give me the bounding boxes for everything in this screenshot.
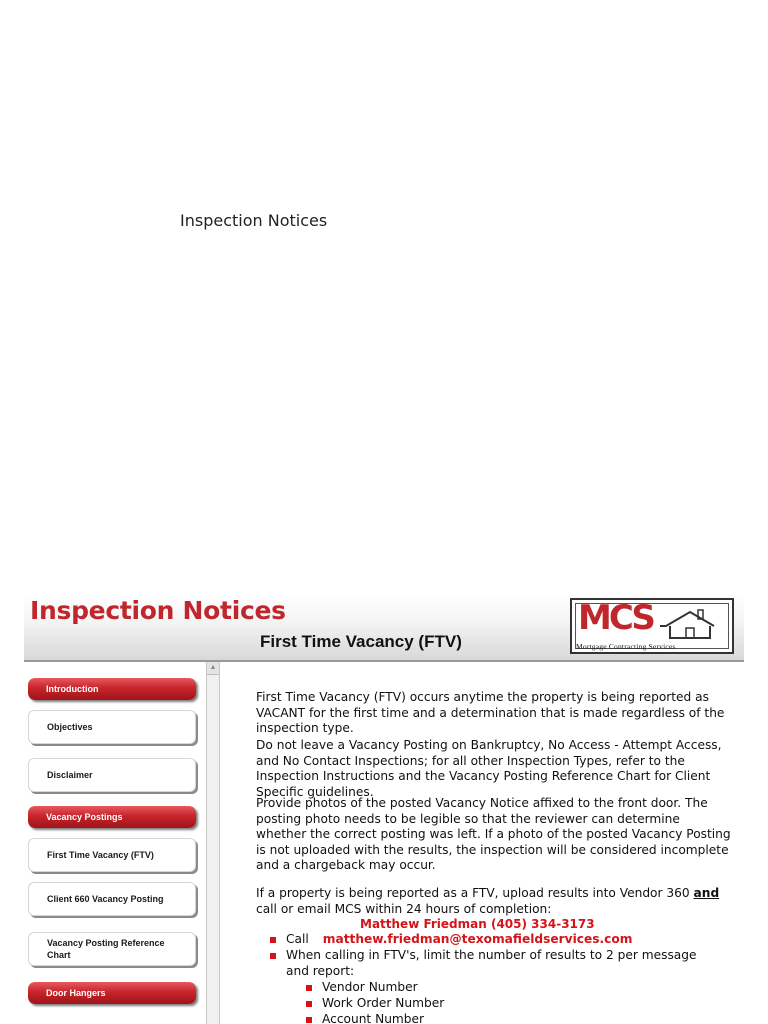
paragraph-ftv-definition: First Time Vacancy (FTV) occurs anytime the property is being reported as VACANT for the first time and a determination that is made regardless of the inspection type. [256, 690, 725, 735]
bullet-square-icon [270, 953, 276, 959]
paragraph-photos: Provide photos of the posted Vacancy Notice affixed to the front door. The posting photo needs to be legible so that the reviewer can determine whether the correct posting was left. If a photo of the posted Vacancy Posting is not uploaded with the results, the inspection will be considered incomplete and a chargeback may occur. [256, 796, 731, 872]
sidebar-item-vacancy-postings[interactable]: Vacancy Postings [28, 806, 196, 828]
house-icon [660, 606, 720, 640]
sidebar-item-disclaimer[interactable]: Disclaimer [28, 758, 196, 792]
app-title: Inspection Notices [30, 596, 286, 625]
list-item-call: Call matthew.friedman@texomafieldservices.com [270, 932, 632, 948]
sidebar-item-door-hangers[interactable]: Door Hangers [28, 982, 196, 1004]
list-item: Work Order Number [306, 996, 444, 1012]
scroll-up-arrow-icon[interactable]: ▲ [207, 662, 219, 675]
list-item: Account Number [306, 1012, 424, 1024]
paragraph-no-posting: Do not leave a Vacancy Posting on Bankruptcy, No Access - Attempt Access, and No Contact Inspections; for all other Inspection Types, refer to the Inspection Instructions and the Vacancy Posting Reference Chart for Client Specific guidelines. [256, 738, 722, 799]
bullet-square-icon [306, 985, 312, 991]
sidebar-scrollbar[interactable] [206, 662, 220, 1024]
contact-email-link[interactable]: matthew.friedman@texomafieldservices.com [322, 932, 633, 946]
list-item: Vendor Number [306, 980, 418, 996]
contact-name: Matthew Friedman (405) 334-3173 [360, 917, 595, 931]
sidebar-item-vacancy-posting-reference-chart[interactable]: Vacancy Posting Reference Chart [28, 932, 196, 966]
sidebar-item-client-660-vacancy-posting[interactable]: Client 660 Vacancy Posting [28, 882, 196, 916]
logo-mark: MCS [578, 598, 653, 638]
sidebar-item-first-time-vacancy[interactable]: First Time Vacancy (FTV) [28, 838, 196, 872]
logo-tagline: Mortgage Contracting Services [576, 642, 676, 651]
bullet-square-icon [306, 1001, 312, 1007]
sidebar-item-objectives[interactable]: Objectives [28, 710, 196, 744]
document-caption: Inspection Notices [180, 211, 328, 230]
app-header [24, 594, 744, 662]
bullet-square-icon [306, 1017, 312, 1023]
sidebar-nav [24, 662, 207, 1024]
mcs-logo [570, 598, 734, 654]
bullet-square-icon [270, 937, 276, 943]
sidebar-item-introduction[interactable]: Introduction [28, 678, 196, 700]
page-title: First Time Vacancy (FTV) [260, 632, 462, 651]
paragraph-upload-results: If a property is being reported as a FTV, upload results into Vendor 360 and call or email MCS within 24 hours of completion: [256, 886, 720, 916]
embedded-screenshot [24, 594, 744, 1024]
list-item-limit: When calling in FTV's, limit the number of results to 2 per message and report: [270, 948, 710, 979]
